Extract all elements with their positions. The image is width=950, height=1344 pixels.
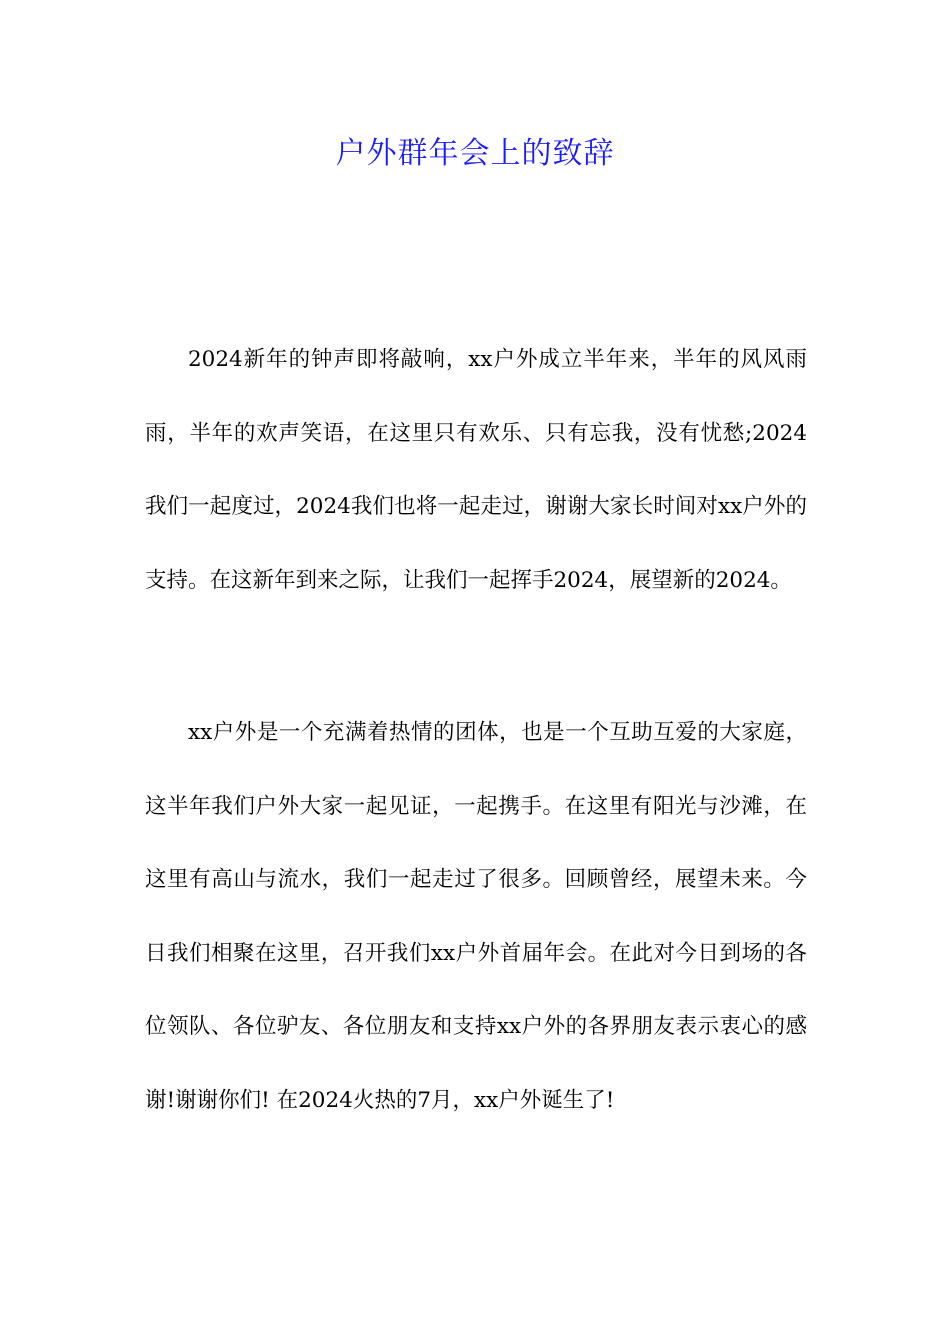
paragraph-2: xx户外是一个充满着热情的团体，也是一个互助互爱的大家庭，这半年我们户外大家一起见证，一起携手。在这里有阳光与沙滩，在这里有高山与流水，我们一起走过了很多。回顾曾经，展望未来。今日我们相聚在这里，召开我们xx户外首届年会。在此对今日到场的各位领队、各位驴友、各位朋友和支持xx户外的各界朋友表示衷心的感谢!谢谢你们! 在2024火热的7月，xx户外诞生了! xyxy=(145,720,807,1113)
document-title: 户外群年会上的致辞 xyxy=(335,136,615,171)
paragraph-1: 2024新年的钟声即将敲响，xx户外成立半年来，半年的风风雨雨，半年的欢声笑语，在这里只有欢乐、只有忘我，没有忧愁;2024我们一起度过，2024我们也将一起走过，谢谢大家长时间对xx户外的支持。在这新年到来之际，让我们一起挥手2024，展望新的2024。 xyxy=(145,347,807,593)
